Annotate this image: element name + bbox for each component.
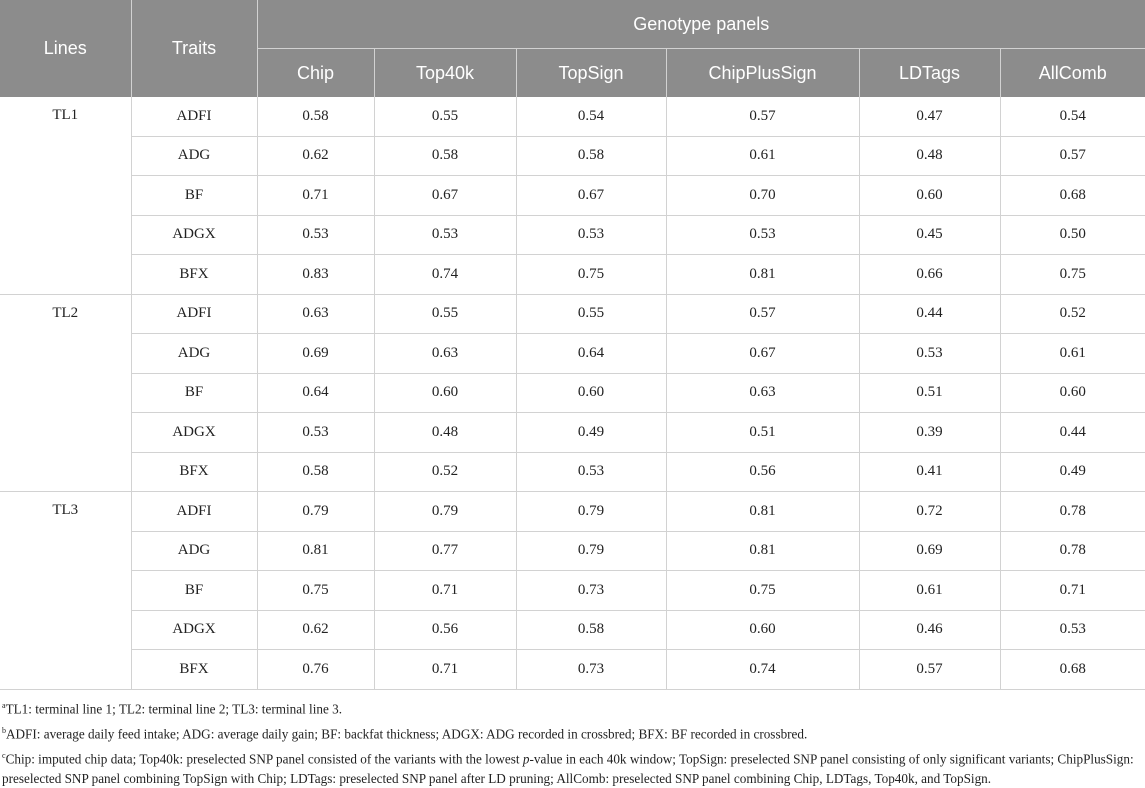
trait-cell: BFX (131, 650, 257, 690)
header-panel-top40k: Top40k (374, 49, 516, 98)
trait-cell: ADGX (131, 610, 257, 650)
value-cell: 0.53 (666, 215, 859, 255)
value-cell: 0.60 (374, 373, 516, 413)
value-cell: 0.61 (859, 571, 1000, 611)
value-cell: 0.48 (374, 413, 516, 453)
value-cell: 0.60 (859, 176, 1000, 216)
value-cell: 0.67 (516, 176, 666, 216)
value-cell: 0.53 (257, 413, 374, 453)
value-cell: 0.55 (516, 294, 666, 334)
value-cell: 0.58 (374, 136, 516, 176)
value-cell: 0.83 (257, 255, 374, 295)
footnote-c-text-before: Chip: imputed chip data; Top40k: preselected SNP panel consisted of the variants with the lowest (5, 751, 523, 767)
value-cell: 0.74 (374, 255, 516, 295)
value-cell: 0.76 (257, 650, 374, 690)
value-cell: 0.41 (859, 452, 1000, 492)
trait-cell: ADG (131, 136, 257, 176)
value-cell: 0.78 (1000, 531, 1145, 571)
trait-cell: ADG (131, 334, 257, 374)
value-cell: 0.63 (257, 294, 374, 334)
line-cell: TL2 (0, 294, 131, 492)
value-cell: 0.53 (516, 215, 666, 255)
table-row (0, 492, 1145, 532)
value-cell: 0.58 (257, 452, 374, 492)
trait-cell: BFX (131, 255, 257, 295)
value-cell: 0.67 (374, 176, 516, 216)
footnote-b-mark: b (2, 725, 6, 735)
value-cell: 0.68 (1000, 176, 1145, 216)
trait-cell: ADFI (131, 492, 257, 532)
value-cell: 0.64 (257, 373, 374, 413)
table-row (0, 531, 1145, 571)
table-row (0, 294, 1145, 334)
value-cell: 0.57 (1000, 136, 1145, 176)
header-panel-ldtags: LDTags (859, 49, 1000, 98)
footnotes (0, 690, 1145, 788)
header-panel-allcomb: AllComb (1000, 49, 1145, 98)
header-panel-chipplussign: ChipPlusSign (666, 49, 859, 98)
footnote-a-text: TL1: terminal line 1; TL2: terminal line 2; TL3: terminal line 3. (5, 700, 343, 716)
footnote-c (2, 746, 1143, 787)
value-cell: 0.75 (257, 571, 374, 611)
value-cell: 0.53 (257, 215, 374, 255)
value-cell: 0.66 (859, 255, 1000, 295)
value-cell: 0.56 (374, 610, 516, 650)
value-cell: 0.51 (859, 373, 1000, 413)
value-cell: 0.78 (1000, 492, 1145, 532)
footnote-c-mark: c (2, 751, 6, 761)
value-cell: 0.70 (666, 176, 859, 216)
header-panel-topsign: TopSign (516, 49, 666, 98)
value-cell: 0.81 (666, 531, 859, 571)
value-cell: 0.63 (666, 373, 859, 413)
trait-cell: ADFI (131, 294, 257, 334)
trait-cell: BFX (131, 452, 257, 492)
line-cell: TL3 (0, 492, 131, 690)
value-cell: 0.73 (516, 571, 666, 611)
value-cell: 0.57 (666, 97, 859, 136)
footnote-c-text-after: -value in each 40k window; TopSign: preselected SNP panel consisting of only significant variants; ChipPlusSign: preselected SNP panel combining TopSign with Chip; LDTags: preselected SNP panel after LD pruning; AllComb: preselected SNP panel combining Chip, LDTags, Top40k, and TopSign. (2, 751, 1134, 786)
table-row (0, 571, 1145, 611)
value-cell: 0.79 (374, 492, 516, 532)
table-row (0, 610, 1145, 650)
value-cell: 0.79 (516, 492, 666, 532)
value-cell: 0.64 (516, 334, 666, 374)
value-cell: 0.55 (374, 97, 516, 136)
table-row (0, 334, 1145, 374)
value-cell: 0.53 (516, 452, 666, 492)
table-row (0, 650, 1145, 690)
trait-cell: BF (131, 571, 257, 611)
value-cell: 0.81 (666, 255, 859, 295)
value-cell: 0.52 (374, 452, 516, 492)
value-cell: 0.60 (666, 610, 859, 650)
value-cell: 0.81 (257, 531, 374, 571)
footnote-b (2, 721, 1143, 743)
value-cell: 0.39 (859, 413, 1000, 453)
value-cell: 0.75 (666, 571, 859, 611)
value-cell: 0.58 (516, 136, 666, 176)
value-cell: 0.54 (1000, 97, 1145, 136)
value-cell: 0.58 (257, 97, 374, 136)
value-cell: 0.55 (374, 294, 516, 334)
value-cell: 0.53 (859, 334, 1000, 374)
table-row (0, 255, 1145, 295)
table-row (0, 176, 1145, 216)
value-cell: 0.75 (1000, 255, 1145, 295)
value-cell: 0.60 (516, 373, 666, 413)
value-cell: 0.57 (859, 650, 1000, 690)
value-cell: 0.77 (374, 531, 516, 571)
value-cell: 0.54 (516, 97, 666, 136)
value-cell: 0.67 (666, 334, 859, 374)
value-cell: 0.46 (859, 610, 1000, 650)
value-cell: 0.71 (257, 176, 374, 216)
table-row (0, 136, 1145, 176)
value-cell: 0.63 (374, 334, 516, 374)
value-cell: 0.58 (516, 610, 666, 650)
value-cell: 0.45 (859, 215, 1000, 255)
trait-cell: ADFI (131, 97, 257, 136)
trait-cell: ADG (131, 531, 257, 571)
value-cell: 0.74 (666, 650, 859, 690)
value-cell: 0.51 (666, 413, 859, 453)
value-cell: 0.53 (1000, 610, 1145, 650)
footnote-a (2, 696, 1143, 718)
value-cell: 0.72 (859, 492, 1000, 532)
table-header (0, 0, 1145, 97)
value-cell: 0.48 (859, 136, 1000, 176)
table-row (0, 97, 1145, 136)
value-cell: 0.47 (859, 97, 1000, 136)
value-cell: 0.61 (1000, 334, 1145, 374)
value-cell: 0.44 (1000, 413, 1145, 453)
value-cell: 0.71 (374, 650, 516, 690)
value-cell: 0.44 (859, 294, 1000, 334)
value-cell: 0.60 (1000, 373, 1145, 413)
header-lines: Lines (0, 0, 131, 97)
table-row (0, 413, 1145, 453)
footnote-b-text: ADFI: average daily feed intake; ADG: average daily gain; BF: backfat thickness; ADGX: ADG recorded in crossbred; BFX: BF recorded in crossbred. (6, 726, 808, 742)
trait-cell: ADGX (131, 215, 257, 255)
header-genotype-panels: Genotype panels (257, 0, 1145, 49)
table-row (0, 452, 1145, 492)
value-cell: 0.79 (516, 531, 666, 571)
value-cell: 0.62 (257, 610, 374, 650)
value-cell: 0.75 (516, 255, 666, 295)
value-cell: 0.57 (666, 294, 859, 334)
value-cell: 0.49 (1000, 452, 1145, 492)
value-cell: 0.69 (257, 334, 374, 374)
value-cell: 0.69 (859, 531, 1000, 571)
value-cell: 0.71 (1000, 571, 1145, 611)
table-row (0, 215, 1145, 255)
footnote-c-italic: p (522, 751, 530, 767)
value-cell: 0.53 (374, 215, 516, 255)
value-cell: 0.50 (1000, 215, 1145, 255)
value-cell: 0.73 (516, 650, 666, 690)
line-cell: TL1 (0, 97, 131, 294)
header-panel-chip: Chip (257, 49, 374, 98)
value-cell: 0.52 (1000, 294, 1145, 334)
trait-cell: ADGX (131, 413, 257, 453)
trait-cell: BF (131, 176, 257, 216)
value-cell: 0.49 (516, 413, 666, 453)
value-cell: 0.61 (666, 136, 859, 176)
table-row (0, 373, 1145, 413)
header-traits: Traits (131, 0, 257, 97)
value-cell: 0.71 (374, 571, 516, 611)
trait-cell: BF (131, 373, 257, 413)
table-body (0, 97, 1145, 689)
footnote-a-mark: a (2, 700, 6, 710)
value-cell: 0.62 (257, 136, 374, 176)
value-cell: 0.56 (666, 452, 859, 492)
value-cell: 0.81 (666, 492, 859, 532)
value-cell: 0.68 (1000, 650, 1145, 690)
value-cell: 0.79 (257, 492, 374, 532)
